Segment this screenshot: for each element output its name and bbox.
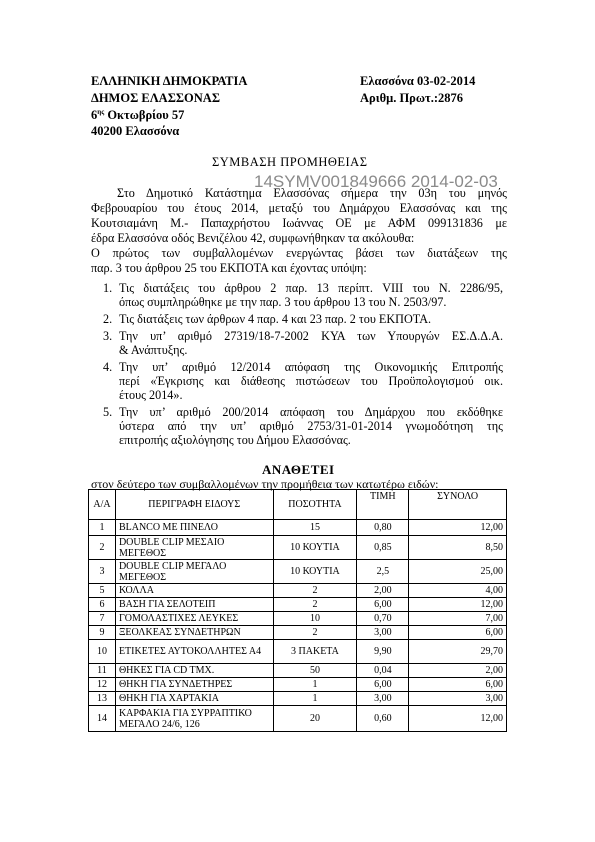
table-row — [89, 626, 507, 640]
cell-quantity: 20 — [273, 706, 357, 732]
cell-aa: 11 — [89, 664, 116, 678]
cell-quantity: 15 — [273, 520, 357, 536]
cell-total: 6,00 — [409, 678, 507, 692]
address-superscript: ης — [97, 108, 105, 116]
cell-quantity: 1 — [273, 678, 357, 692]
table-row — [89, 640, 507, 664]
header-republic: ΕΛΛΗΝΙΚΗ ΔΗΜΟΚΡΑΤΙΑ — [91, 74, 248, 88]
cell-price: 2,5 — [357, 560, 409, 584]
cell-description: ΘΗΚΗ ΓΙΑ ΧΑΡΤΑΚΙΑ — [115, 692, 273, 706]
column-header-aa: Α/Α — [89, 490, 116, 520]
intro-line-4: έδρα Ελασσόνα οδός Βενιζέλου 42, συμφωνήθηκαν τα ακόλουθα: — [91, 231, 415, 245]
cell-quantity: 2 — [273, 584, 357, 598]
cell-aa: 10 — [89, 640, 116, 664]
table-row — [89, 612, 507, 626]
cell-total: 12,00 — [409, 598, 507, 612]
cell-aa: 14 — [89, 706, 116, 732]
header-date: Ελασσόνα 03-02-2014 — [360, 74, 476, 88]
cell-description: ΓΟΜΟΛΑΣΤΙΧΕΣ ΛΕΥΚΕΣ — [115, 612, 273, 626]
cell-description: ΘΗΚΕΣ ΓΙΑ CD TMX. — [115, 664, 273, 678]
table-header-row — [89, 490, 507, 520]
considerations-list — [103, 281, 503, 450]
cell-price: 0,04 — [357, 664, 409, 678]
cell-quantity: 10 ΚΟΥΤΙΑ — [273, 560, 357, 584]
cell-description: ΚΑΡΦΑΚΙΑ ΓΙΑ ΣΥΡΡΑΠΤΙΚΟ ΜΕΓΑΛΟ 24/6, 126 — [115, 706, 273, 732]
header-city: 40200 Ελασσόνα — [91, 124, 180, 138]
cell-price: 2,00 — [357, 584, 409, 598]
goods-table — [88, 489, 507, 732]
list-item-number: 3. — [103, 329, 113, 343]
intro-line-2: Φεβρουαρίου του έτους 2014, μεταξύ του Δημάρχου Ελασσόνας και της — [91, 201, 507, 215]
cell-price: 0,85 — [357, 536, 409, 560]
cell-price: 6,00 — [357, 598, 409, 612]
list-item-line: Την υπ’ αριθμό 27319/18-7-2002 ΚΥΑ των Υπουργών ΕΣ.Δ.Δ.Α. — [119, 329, 503, 343]
cell-total: 12,00 — [409, 520, 507, 536]
table-row — [89, 598, 507, 612]
award-intro: στον δεύτερο των συμβαλλομένων την προμήθεια των κατωτέρω ειδών: — [91, 477, 439, 491]
header-address — [91, 108, 184, 123]
cell-total: 6,00 — [409, 626, 507, 640]
intro-line-3: Κουτσιαμάνη Μ.- Παπαχρήστου Ιωάννας ΟΕ με ΑΦΜ 099131836 με — [91, 216, 507, 230]
list-item-line: Την υπ’ αριθμό 12/2014 απόφαση της Οικονομικής Επιτροπής — [119, 360, 503, 374]
intro-line-1: Στο Δημοτικό Κατάστημα Ελασσόνας σήμερα την 03η του μηνός — [117, 186, 507, 200]
list-item — [103, 405, 503, 447]
cell-total: 29,70 — [409, 640, 507, 664]
list-item-line: έτους 2014». — [119, 388, 183, 402]
list-item — [103, 281, 503, 309]
list-item — [103, 312, 503, 326]
cell-description: ΞΕΟΛΚΕΑΣ ΣΥΝΔΕΤΗΡΩΝ — [115, 626, 273, 640]
address-number: 6 — [91, 108, 98, 123]
cell-total: 3,00 — [409, 692, 507, 706]
cell-aa: 6 — [89, 598, 116, 612]
considering-line-1: Ο πρώτος των συμβαλλομένων ενεργώντας βάσει των διατάξεων της — [91, 246, 507, 260]
list-item-number: 1. — [103, 281, 113, 295]
list-item-line: & Ανάπτυξης. — [119, 343, 188, 357]
cell-aa: 12 — [89, 678, 116, 692]
list-item-number: 2. — [103, 312, 113, 326]
table-row — [89, 584, 507, 598]
cell-price: 9,90 — [357, 640, 409, 664]
cell-price: 3,00 — [357, 692, 409, 706]
cell-description: ΕΤΙΚΕΤΕΣ ΑΥΤΟΚΟΛΛΗΤΕΣ Α4 — [115, 640, 273, 664]
column-header-description: ΠΕΡΙΓΡΑΦΗ ΕΙΔΟΥΣ — [115, 490, 273, 520]
table-row — [89, 536, 507, 560]
address-street: Οκτωβρίου 57 — [104, 108, 185, 123]
cell-quantity: 10 ΚΟΥΤΙΑ — [273, 536, 357, 560]
cell-aa: 13 — [89, 692, 116, 706]
cell-quantity: 10 — [273, 612, 357, 626]
cell-price: 6,00 — [357, 678, 409, 692]
cell-description: ΒΑΣΗ ΓΙΑ ΣΕΛΟΤΕΙΠ — [115, 598, 273, 612]
table-row — [89, 520, 507, 536]
table-row — [89, 678, 507, 692]
cell-aa: 1 — [89, 520, 116, 536]
list-item-line: Τις διατάξεις των άρθρων 4 παρ. 4 και 23 παρ. 2 του ΕΚΠΟΤΑ. — [119, 312, 432, 326]
list-item-number: 4. — [103, 360, 113, 374]
cell-quantity: 3 ΠΑΚΕΤΑ — [273, 640, 357, 664]
cell-description: ΘΗΚΗ ΓΙΑ ΣΥΝΔΕΤΗΡΕΣ — [115, 678, 273, 692]
list-item-line: Την υπ’ αριθμό 200/2014 απόφαση του Δημάρχου που εκδόθηκε — [119, 405, 503, 419]
cell-price: 3,00 — [357, 626, 409, 640]
cell-price: 0,60 — [357, 706, 409, 732]
cell-total: 12,00 — [409, 706, 507, 732]
cell-quantity: 2 — [273, 598, 357, 612]
cell-total: 4,00 — [409, 584, 507, 598]
table-row — [89, 560, 507, 584]
cell-description: DOUBLE CLIP ΜΕΣΑΙΟ ΜΕΓΕΘΟΣ — [115, 536, 273, 560]
cell-aa: 9 — [89, 626, 116, 640]
list-item — [103, 329, 503, 357]
cell-quantity: 1 — [273, 692, 357, 706]
cell-aa: 7 — [89, 612, 116, 626]
goods-table-body — [89, 520, 507, 732]
table-row — [89, 706, 507, 732]
column-header-price: ΤΙΜΗ — [357, 490, 409, 520]
list-item-line: όπως συμπληρώθηκε με την παρ. 3 του άρθρου 13 του Ν. 2503/97. — [119, 295, 447, 309]
cell-aa: 3 — [89, 560, 116, 584]
considering-line-2: παρ. 3 του άρθρου 25 του ΕΚΠΟΤΑ και έχοντας υπόψη: — [91, 261, 367, 275]
cell-total: 8,50 — [409, 536, 507, 560]
cell-total: 25,00 — [409, 560, 507, 584]
list-item-number: 5. — [103, 405, 113, 419]
list-item-line: περί «Έγκρισης και διάθεσης πιστώσεων του Προϋπολογισμού οικ. — [119, 374, 503, 388]
cell-quantity: 50 — [273, 664, 357, 678]
cell-aa: 2 — [89, 536, 116, 560]
cell-description: BLANCO ΜΕ ΠΙΝΕΛΟ — [115, 520, 273, 536]
registry-stamp: 14SYMV001849666 2014-02-03 — [254, 172, 498, 191]
cell-quantity: 2 — [273, 626, 357, 640]
cell-total: 7,00 — [409, 612, 507, 626]
cell-description: ΚΟΛΛΑ — [115, 584, 273, 598]
document-title: ΣΥΜΒΑΣΗ ΠΡΟΜΗΘΕΙΑΣ — [212, 155, 368, 169]
list-item-line: επιτροπής αξιολόγησης του Δήμου Ελασσόνας. — [119, 433, 351, 447]
list-item — [103, 360, 503, 402]
cell-price: 0,80 — [357, 520, 409, 536]
column-header-quantity: ΠΟΣΟΤΗΤΑ — [273, 490, 357, 520]
cell-total: 2,00 — [409, 664, 507, 678]
column-header-total: ΣΥΝΟΛΟ — [409, 490, 507, 520]
award-heading: ΑΝΑΘΕΤΕΙ — [262, 462, 335, 477]
header-protocol: Αριθμ. Πρωτ.:2876 — [360, 91, 464, 105]
intro-paragraph — [91, 186, 507, 276]
cell-aa: 5 — [89, 584, 116, 598]
table-row — [89, 692, 507, 706]
list-item-line: ύστερα από την υπ’ αριθμό 2753/31-01-2014 γνωμοδότηση της — [119, 419, 503, 433]
cell-description: DOUBLE CLIP ΜΕΓΑΛΟ ΜΕΓΕΘΟΣ — [115, 560, 273, 584]
list-item-line: Τις διατάξεις του άρθρου 2 παρ. 13 περίπτ. VIII του Ν. 2286/95, — [119, 281, 503, 295]
table-row — [89, 664, 507, 678]
cell-price: 0,70 — [357, 612, 409, 626]
header-municipality: ΔΗΜΟΣ ΕΛΑΣΣΟΝΑΣ — [91, 91, 220, 105]
